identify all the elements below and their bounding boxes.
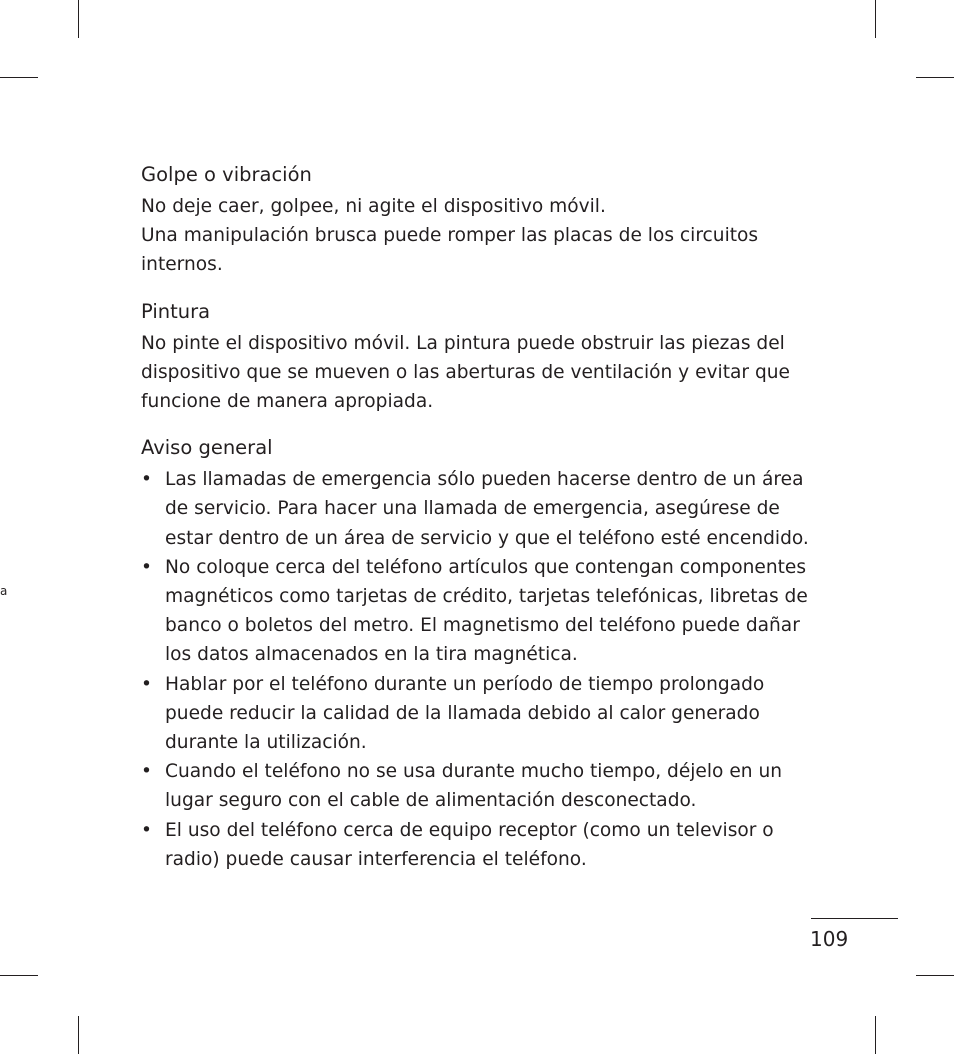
crop-mark-bottom-left-horizontal bbox=[0, 975, 38, 976]
bullet-list bbox=[141, 465, 831, 874]
section-heading: Pintura bbox=[141, 299, 211, 323]
paragraph-line: dispositivo que se mueven o las aberturas de ventilación y evitar que bbox=[141, 361, 790, 383]
list-item-line: El uso del teléfono cerca de equipo receptor (como un televisor o bbox=[165, 819, 774, 841]
section-paragraph bbox=[141, 329, 831, 417]
bullet-icon: • bbox=[141, 673, 152, 695]
paragraph-line: Una manipulación brusca puede romper las placas de los circuitos bbox=[141, 225, 759, 247]
paragraph-line: funcione de manera apropiada. bbox=[141, 391, 434, 413]
list-item bbox=[141, 816, 831, 874]
crop-mark-bottom-right-vertical bbox=[875, 1016, 876, 1054]
page-number: 109 bbox=[810, 927, 849, 951]
section-pintura bbox=[141, 297, 831, 417]
page-number-rule bbox=[811, 918, 898, 919]
paragraph-line: No pinte el dispositivo móvil. La pintura puede obstruir las piezas del bbox=[141, 332, 785, 354]
crop-mark-top-left-vertical bbox=[78, 0, 79, 38]
page-content bbox=[141, 160, 831, 874]
crop-mark-top-right-vertical bbox=[875, 0, 876, 38]
list-item-line: Hablar por el teléfono durante un período de tiempo prolongado bbox=[165, 673, 765, 695]
list-item-line: magnéticos como tarjetas de crédito, tarjetas telefónicas, libretas de bbox=[165, 586, 808, 608]
paragraph-line: No deje caer, golpee, ni agite el dispositivo móvil. bbox=[141, 196, 606, 217]
section-heading: Aviso general bbox=[141, 436, 273, 460]
section-paragraph bbox=[141, 192, 831, 280]
list-item-line: Cuando el teléfono no se usa durante mucho tiempo, déjelo en un bbox=[165, 761, 783, 783]
list-item bbox=[141, 465, 831, 553]
paragraph-line: internos. bbox=[141, 254, 223, 276]
section-heading: Golpe o vibración bbox=[141, 163, 312, 186]
edge-text-fragment: a bbox=[0, 584, 8, 598]
list-item bbox=[141, 757, 831, 815]
list-item-line: puede reducir la calidad de la llamada debido al calor generado bbox=[165, 702, 760, 724]
bullet-icon: • bbox=[141, 819, 152, 841]
list-item-line: de servicio. Para hacer una llamada de emergencia, asegúrese de bbox=[165, 498, 780, 520]
list-item-line: radio) puede causar interferencia el teléfono. bbox=[165, 848, 587, 870]
crop-mark-bottom-left-vertical bbox=[78, 1016, 79, 1054]
list-item-line: estar dentro de un área de servicio y que el teléfono esté encendido. bbox=[165, 527, 809, 549]
bullet-icon: • bbox=[141, 556, 152, 578]
list-item-line: los datos almacenados en la tira magnética. bbox=[165, 644, 578, 666]
section-aviso-general bbox=[141, 433, 831, 874]
bullet-icon: • bbox=[141, 469, 152, 491]
list-item bbox=[141, 553, 831, 670]
crop-mark-top-left-horizontal bbox=[0, 77, 38, 78]
crop-mark-bottom-right-horizontal bbox=[916, 975, 954, 976]
list-item-line: banco o boletos del metro. El magnetismo del teléfono puede dañar bbox=[165, 615, 800, 637]
bullet-icon: • bbox=[141, 761, 152, 783]
list-item bbox=[141, 670, 831, 758]
crop-mark-top-right-horizontal bbox=[916, 77, 954, 78]
section-golpe-o-vibracion bbox=[141, 160, 831, 280]
list-item-line: durante la utilización. bbox=[165, 732, 367, 754]
list-item-line: Las llamadas de emergencia sólo pueden hacerse dentro de un área bbox=[165, 469, 804, 491]
list-item-line: No coloque cerca del teléfono artículos que contengan componentes bbox=[165, 556, 807, 578]
list-item-line: lugar seguro con el cable de alimentación desconectado. bbox=[165, 790, 697, 812]
